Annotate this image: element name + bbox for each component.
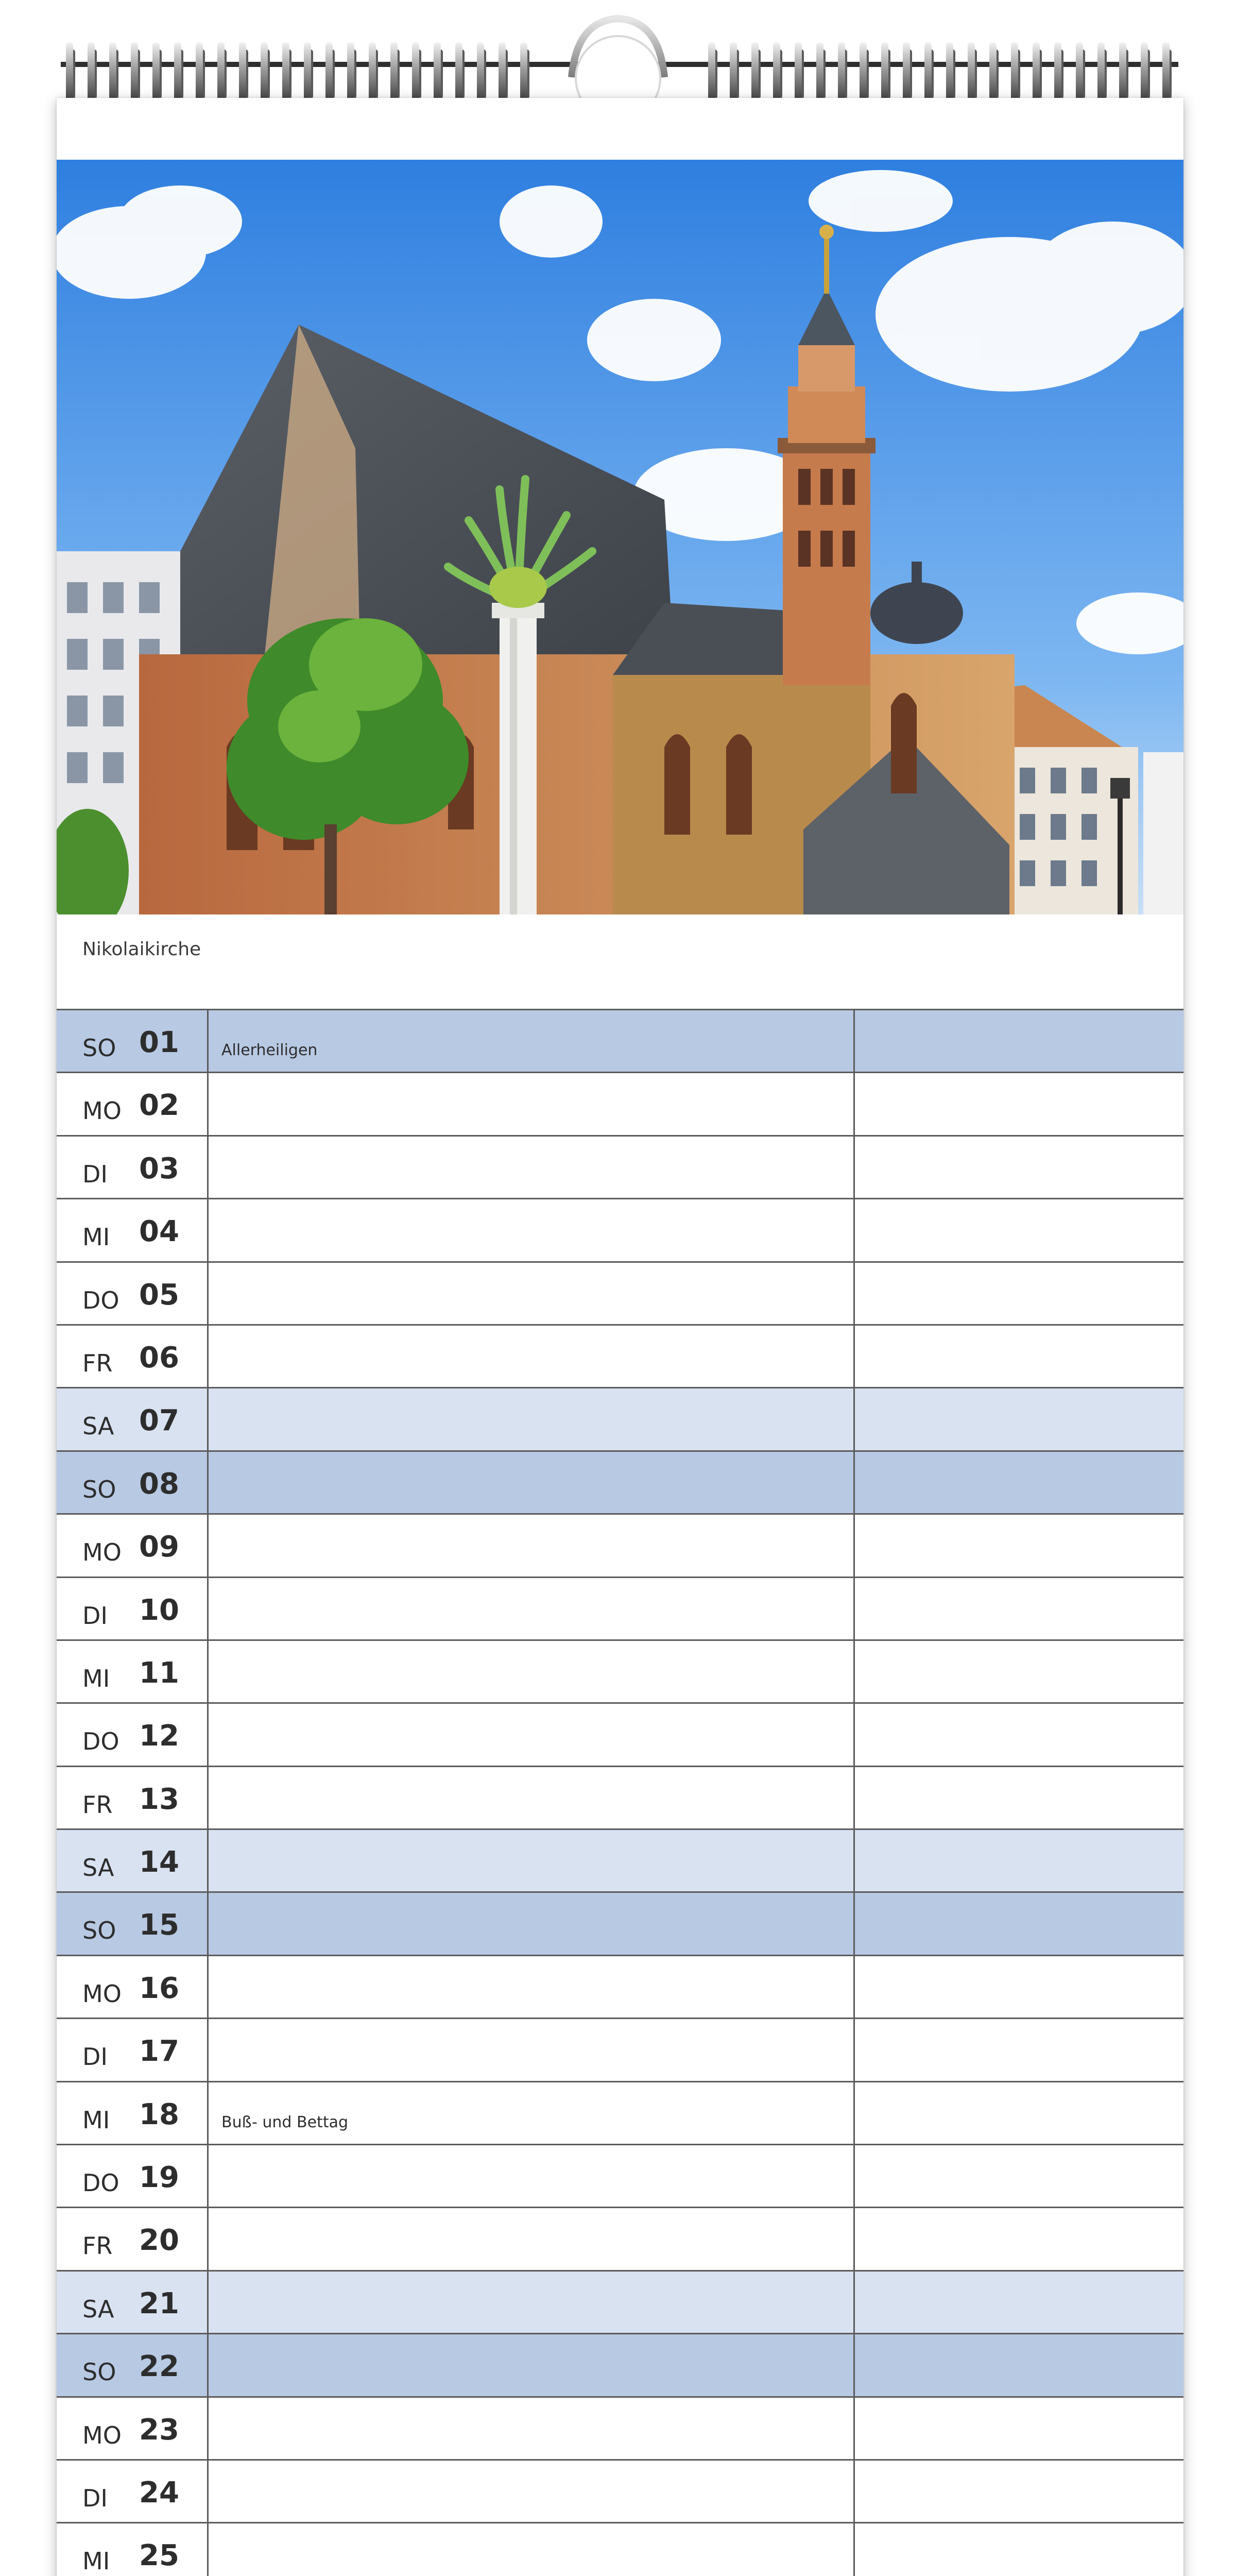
wire-loop bbox=[477, 42, 484, 103]
wire-loop bbox=[261, 42, 268, 103]
day-row bbox=[57, 1515, 1183, 1578]
day-extra-cell bbox=[855, 2145, 1183, 2207]
day-row bbox=[57, 1641, 1183, 1704]
day-number: 09 bbox=[139, 1530, 179, 1564]
wire-loop bbox=[1033, 42, 1040, 103]
wire-loop bbox=[773, 42, 780, 103]
day-number: 02 bbox=[139, 1089, 179, 1123]
day-note-cell bbox=[209, 1073, 855, 1134]
wire-loop bbox=[217, 42, 225, 103]
day-extra-cell bbox=[855, 2208, 1183, 2269]
day-number: 17 bbox=[139, 2035, 179, 2069]
day-extra-cell bbox=[855, 1515, 1183, 1576]
day-label-cell bbox=[57, 1073, 209, 1134]
wire-loop bbox=[131, 42, 138, 103]
day-row bbox=[57, 1199, 1183, 1262]
day-note-cell bbox=[209, 2398, 855, 2459]
day-extra-cell bbox=[855, 1388, 1183, 1450]
day-extra-cell bbox=[855, 1893, 1183, 1954]
day-row bbox=[57, 1893, 1183, 1956]
day-extra-cell bbox=[855, 1704, 1183, 1765]
day-extra-cell bbox=[855, 1199, 1183, 1261]
day-row bbox=[57, 1073, 1183, 1136]
day-extra-cell bbox=[855, 2334, 1183, 2396]
day-number: 11 bbox=[139, 1656, 179, 1690]
day-note-cell bbox=[209, 1010, 855, 1072]
weekday-label: SA bbox=[82, 1854, 114, 1882]
wire-loop bbox=[455, 42, 462, 103]
day-note-cell bbox=[209, 2523, 855, 2576]
day-row bbox=[57, 2019, 1183, 2082]
day-label-cell bbox=[57, 2334, 209, 2396]
wire-loop bbox=[1011, 42, 1018, 103]
day-note-cell bbox=[209, 1956, 855, 2018]
day-number: 01 bbox=[139, 1026, 179, 1059]
day-row bbox=[57, 2208, 1183, 2271]
wire-loop bbox=[1119, 42, 1126, 103]
wire-loop bbox=[499, 42, 506, 103]
day-number: 18 bbox=[139, 2097, 179, 2131]
wire-loop bbox=[708, 42, 715, 103]
day-row bbox=[57, 2398, 1183, 2461]
day-extra-cell bbox=[855, 2398, 1183, 2459]
day-extra-cell bbox=[855, 1578, 1183, 1639]
weekday-label: FR bbox=[82, 1790, 113, 1819]
day-label-cell bbox=[57, 1388, 209, 1450]
wire-loop bbox=[109, 42, 116, 103]
day-row bbox=[57, 1263, 1183, 1326]
day-number: 20 bbox=[139, 2224, 179, 2258]
day-label-cell bbox=[57, 1326, 209, 1387]
wire-loop bbox=[968, 42, 975, 103]
day-extra-cell bbox=[855, 2082, 1183, 2144]
photo-caption: Nikolaikirche bbox=[82, 939, 201, 960]
day-number: 24 bbox=[139, 2476, 179, 2510]
calendar-page bbox=[57, 98, 1183, 2576]
wire-loop bbox=[282, 42, 289, 103]
day-row bbox=[57, 2145, 1183, 2208]
day-label-cell bbox=[57, 1830, 209, 1891]
weekday-label: DI bbox=[82, 1160, 108, 1188]
day-row bbox=[57, 1010, 1183, 1073]
weekday-label: SO bbox=[82, 1475, 116, 1503]
weekday-label: DO bbox=[82, 1727, 119, 1756]
day-number: 25 bbox=[139, 2539, 179, 2573]
weekday-label: MI bbox=[82, 1223, 110, 1251]
day-note-cell bbox=[209, 1263, 855, 1324]
day-number: 15 bbox=[139, 1908, 179, 1942]
wire-loop bbox=[860, 42, 867, 103]
day-label-cell bbox=[57, 2398, 209, 2459]
weekday-label: SA bbox=[82, 2295, 114, 2323]
day-number: 10 bbox=[139, 1593, 179, 1627]
day-number: 14 bbox=[139, 1845, 179, 1879]
wire-loop bbox=[1054, 42, 1061, 103]
day-label-cell bbox=[57, 1137, 209, 1198]
day-number: 08 bbox=[139, 1467, 179, 1501]
weekday-label: MI bbox=[82, 1664, 110, 1692]
day-row bbox=[57, 2523, 1183, 2576]
day-label-cell bbox=[57, 2523, 209, 2576]
day-extra-cell bbox=[855, 1956, 1183, 2018]
day-note-cell bbox=[209, 2208, 855, 2269]
day-row bbox=[57, 2334, 1183, 2397]
wire-loop bbox=[795, 42, 802, 103]
holiday-label: Allerheiligen bbox=[221, 1041, 318, 1059]
day-row bbox=[57, 2461, 1183, 2523]
wire-loop bbox=[66, 42, 73, 103]
day-note-cell bbox=[209, 1137, 855, 1198]
day-extra-cell bbox=[855, 1137, 1183, 1198]
day-number: 04 bbox=[139, 1215, 179, 1249]
day-label-cell bbox=[57, 2082, 209, 2144]
day-extra-cell bbox=[855, 1830, 1183, 1891]
wire-loop bbox=[881, 42, 888, 103]
day-row bbox=[57, 2082, 1183, 2145]
holiday-label: Buß- und Bettag bbox=[221, 2113, 349, 2131]
day-label-cell bbox=[57, 1893, 209, 1954]
wire-loop bbox=[88, 42, 95, 103]
weekday-label: SO bbox=[82, 1034, 116, 1062]
day-number: 16 bbox=[139, 1971, 179, 2005]
day-number: 19 bbox=[139, 2161, 179, 2195]
day-label-cell bbox=[57, 1578, 209, 1639]
day-label-cell bbox=[57, 1767, 209, 1828]
wire-loop bbox=[1141, 42, 1148, 103]
day-grid bbox=[57, 1009, 1183, 2576]
day-note-cell bbox=[209, 1830, 855, 1891]
weekday-label: SO bbox=[82, 1917, 116, 1945]
weekday-label: DI bbox=[82, 1601, 108, 1630]
weekday-label: DI bbox=[82, 2043, 108, 2071]
day-row bbox=[57, 1137, 1183, 1199]
wire-loop bbox=[838, 42, 845, 103]
day-note-cell bbox=[209, 1199, 855, 1261]
wire-loop bbox=[369, 42, 376, 103]
wire-loop bbox=[946, 42, 953, 103]
day-label-cell bbox=[57, 1641, 209, 1702]
day-row bbox=[57, 1830, 1183, 1893]
wire-loop bbox=[816, 42, 823, 103]
wire-loop bbox=[239, 42, 246, 103]
wire-loop bbox=[434, 42, 441, 103]
day-label-cell bbox=[57, 2208, 209, 2269]
day-number: 22 bbox=[139, 2350, 179, 2384]
day-row bbox=[57, 2272, 1183, 2334]
day-label-cell bbox=[57, 2461, 209, 2522]
day-extra-cell bbox=[855, 1326, 1183, 1387]
day-note-cell bbox=[209, 2272, 855, 2333]
day-label-cell bbox=[57, 1452, 209, 1513]
wire-loop bbox=[325, 42, 333, 103]
day-label-cell bbox=[57, 1515, 209, 1576]
day-extra-cell bbox=[855, 1641, 1183, 1702]
day-extra-cell bbox=[855, 2272, 1183, 2333]
day-row bbox=[57, 1956, 1183, 2019]
day-note-cell bbox=[209, 2461, 855, 2522]
wire-loop bbox=[1162, 42, 1170, 103]
wire-loop bbox=[1097, 42, 1105, 103]
weekday-label: MO bbox=[82, 1979, 122, 2008]
day-note-cell bbox=[209, 1515, 855, 1576]
day-number: 07 bbox=[139, 1404, 179, 1438]
day-number: 13 bbox=[139, 1782, 179, 1816]
day-note-cell bbox=[209, 1326, 855, 1387]
wire-loop bbox=[924, 42, 932, 103]
day-note-cell bbox=[209, 2334, 855, 2396]
day-label-cell bbox=[57, 2272, 209, 2333]
day-extra-cell bbox=[855, 2019, 1183, 2080]
day-label-cell bbox=[57, 1956, 209, 2018]
day-extra-cell bbox=[855, 2461, 1183, 2522]
day-number: 03 bbox=[139, 1151, 179, 1185]
weekday-label: SA bbox=[82, 1412, 114, 1440]
wire-loop bbox=[1076, 42, 1083, 103]
weekday-label: FR bbox=[82, 2232, 113, 2260]
weekday-label: SO bbox=[82, 2358, 116, 2386]
day-note-cell bbox=[209, 1388, 855, 1450]
wire-loop bbox=[989, 42, 997, 103]
day-row bbox=[57, 1388, 1183, 1451]
day-label-cell bbox=[57, 1263, 209, 1324]
day-note-cell bbox=[209, 2019, 855, 2080]
wire-loop bbox=[174, 42, 181, 103]
day-note-cell bbox=[209, 1578, 855, 1639]
wire-loop bbox=[152, 42, 160, 103]
day-note-cell bbox=[209, 1452, 855, 1513]
day-row bbox=[57, 1767, 1183, 1830]
weekday-label: FR bbox=[82, 1349, 113, 1377]
wire-loop bbox=[520, 42, 527, 103]
wire-loop bbox=[730, 42, 737, 103]
weekday-label: MI bbox=[82, 2547, 110, 2575]
day-note-cell bbox=[209, 1704, 855, 1765]
day-note-cell bbox=[209, 1767, 855, 1828]
day-label-cell bbox=[57, 1010, 209, 1072]
day-extra-cell bbox=[855, 1767, 1183, 1828]
day-note-cell bbox=[209, 1641, 855, 1702]
day-extra-cell bbox=[855, 2523, 1183, 2576]
day-number: 06 bbox=[139, 1341, 179, 1375]
day-number: 05 bbox=[139, 1278, 179, 1312]
day-note-cell bbox=[209, 2145, 855, 2207]
weekday-label: MO bbox=[82, 1538, 122, 1567]
day-row bbox=[57, 1452, 1183, 1515]
weekday-label: MO bbox=[82, 1097, 122, 1125]
wire-loop bbox=[751, 42, 759, 103]
weekday-label: MO bbox=[82, 2421, 122, 2449]
wire-loop bbox=[390, 42, 398, 103]
day-extra-cell bbox=[855, 1452, 1183, 1513]
day-extra-cell bbox=[855, 1073, 1183, 1134]
wire-loop bbox=[196, 42, 203, 103]
day-label-cell bbox=[57, 2019, 209, 2080]
weekday-label: DI bbox=[82, 2484, 108, 2512]
wire-loop bbox=[903, 42, 910, 103]
weekday-label: DO bbox=[82, 1286, 119, 1314]
wire-loop bbox=[304, 42, 311, 103]
day-row bbox=[57, 1578, 1183, 1641]
day-row bbox=[57, 1704, 1183, 1767]
day-note-cell bbox=[209, 1893, 855, 1954]
day-number: 21 bbox=[139, 2286, 179, 2320]
weekday-label: MI bbox=[82, 2106, 110, 2134]
day-label-cell bbox=[57, 2145, 209, 2207]
wire-loop bbox=[347, 42, 354, 103]
day-row bbox=[57, 1326, 1183, 1388]
wire-loop bbox=[412, 42, 419, 103]
day-number: 23 bbox=[139, 2413, 179, 2447]
day-label-cell bbox=[57, 1199, 209, 1261]
day-label-cell bbox=[57, 1704, 209, 1765]
day-note-cell bbox=[209, 2082, 855, 2144]
church-photo bbox=[57, 160, 1183, 914]
day-extra-cell bbox=[855, 1010, 1183, 1072]
day-number: 12 bbox=[139, 1719, 179, 1753]
weekday-label: DO bbox=[82, 2169, 119, 2197]
day-extra-cell bbox=[855, 1263, 1183, 1324]
